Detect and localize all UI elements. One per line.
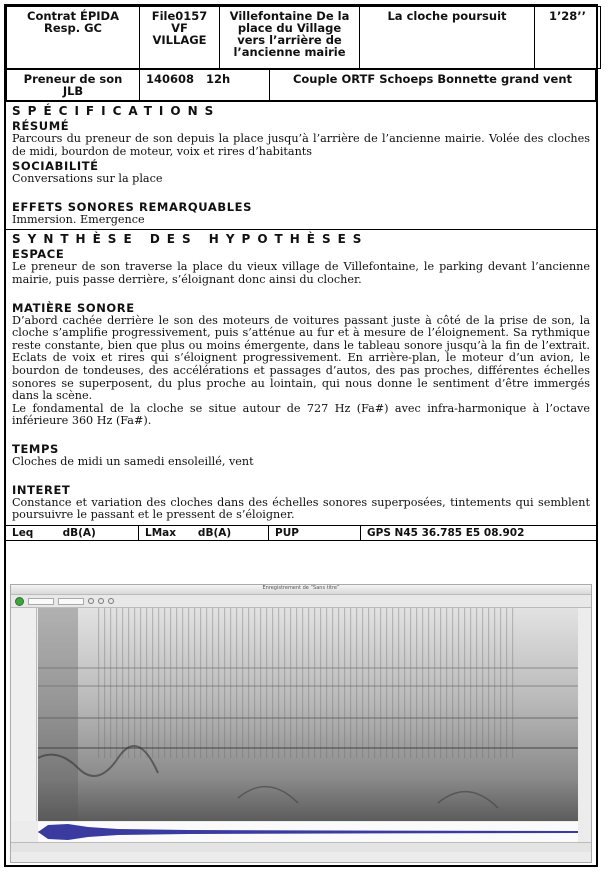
spectrogram-body xyxy=(11,608,591,852)
spectrogram-footer xyxy=(11,842,591,852)
leq-cell: Leq dB(A) xyxy=(6,526,139,540)
espace-text: Le preneur de son traverse la place du vieux village de Villefontaine, le parking devant l’ancienne mairie, puis passe derrière, s’éloignant donc ainsi du clocher. xyxy=(12,260,590,286)
titre-cell: La cloche poursuit xyxy=(360,7,535,69)
play-icon[interactable] xyxy=(15,597,24,606)
matiere-text: D’abord cachée derrière le son des moteurs de voitures passant juste à côté de la prise de son, la cloche s’amplifie progressivement, puis s’atténue au fur et à mesure de l’éloignement. Sa rythmique reste constante, bien que plus ou moins émergente, dans le tableau sonore jusqu’à la fin de l’extrait. Eclats de voix et rires qui s’éloignent progressivement. En arrière-plan, le moteur d’un avion, le bourdon de tondeuses, des accélérations et passages d’autos, des pas proches, différentes échelles sonores se superposent, du plus proche au lointain, qui nous donne le sentiment d’être immergés dans la scène. xyxy=(12,313,590,403)
specifications-section xyxy=(6,101,596,230)
header-table-2 xyxy=(6,69,596,101)
waveform xyxy=(38,822,578,842)
window-titlebar xyxy=(11,585,591,595)
micro-cell: Couple ORTF Schoeps Bonnette grand vent xyxy=(270,70,596,101)
zoom-out-icon[interactable] xyxy=(98,598,104,604)
interet-label: INTERET xyxy=(12,482,71,497)
espace-label: ESPACE xyxy=(12,247,65,262)
interet-text: Constance et variation des cloches dans des échelles sonores superposées, tintements qui semblent poursuivre le passant et le pressent de s’éloigner. xyxy=(12,495,590,522)
frequency-axis xyxy=(11,608,37,821)
view-select[interactable] xyxy=(58,598,84,605)
specifications-heading: SPÉCIFICATIONS xyxy=(12,104,221,118)
synthese-section xyxy=(6,230,596,525)
level-slider[interactable] xyxy=(28,598,54,605)
effets-text: Immersion. Emergence xyxy=(12,212,145,226)
sociabilite-text: Conversations sur la place xyxy=(12,172,163,186)
matiere-text-2: Le fondamental de la cloche se situe autour de 727 Hz (Fa#) avec infra-harmonique à l’octave inférieure 360 Hz (Fa#). xyxy=(12,401,590,428)
resume-text: Parcours du preneur de son depuis la place jusqu’à l’arrière de l’ancienne mairie. Volée des cloches de midi, bourdon de moteur, voix et rires d’habitants xyxy=(12,132,590,158)
temps-text: Cloches de midi un samedi ensoleillé, vent xyxy=(12,454,254,468)
effets-label: EFFETS SONORES REMARQUABLES xyxy=(12,199,253,214)
sociabilite-label: SOCIABILITÉ xyxy=(12,159,99,174)
matiere-label: MATIÈRE SONORE xyxy=(12,300,135,315)
date-cell: 140608 12h xyxy=(140,70,270,101)
pup-cell: PUP xyxy=(269,526,361,540)
spectrogram-window xyxy=(10,584,592,863)
synthese-heading: SYNTHÈSE DES HYPOTHÈSES xyxy=(12,232,369,247)
gps-cell: GPS N45 36.785 E5 08.902 xyxy=(367,526,525,539)
meter-row xyxy=(6,526,596,541)
resume-label: RÉSUMÉ xyxy=(12,119,70,133)
spectrogram-toolbar xyxy=(11,595,591,608)
file-cell: File0157 VF VILLAGE xyxy=(140,7,220,69)
zoom-in-icon[interactable] xyxy=(88,598,94,604)
search-icon[interactable] xyxy=(108,598,114,604)
contrat-cell: Contrat ÉPIDA Resp. GC xyxy=(7,7,140,69)
lieu-cell: Villefontaine De la place du Village vers l’arrière de l’ancienne mairie xyxy=(220,7,360,69)
spectrogram-image xyxy=(38,608,578,821)
window-title: Enregistrement de “Sans titre” xyxy=(262,585,340,591)
header-table xyxy=(6,6,601,69)
preneur-cell: Preneur de son JLB xyxy=(7,70,140,101)
temps-label: TEMPS xyxy=(12,441,59,456)
lmax-cell: LMax dB(A) xyxy=(139,526,269,540)
document-frame xyxy=(4,4,598,867)
duree-cell: 1’28’’ xyxy=(535,7,601,69)
